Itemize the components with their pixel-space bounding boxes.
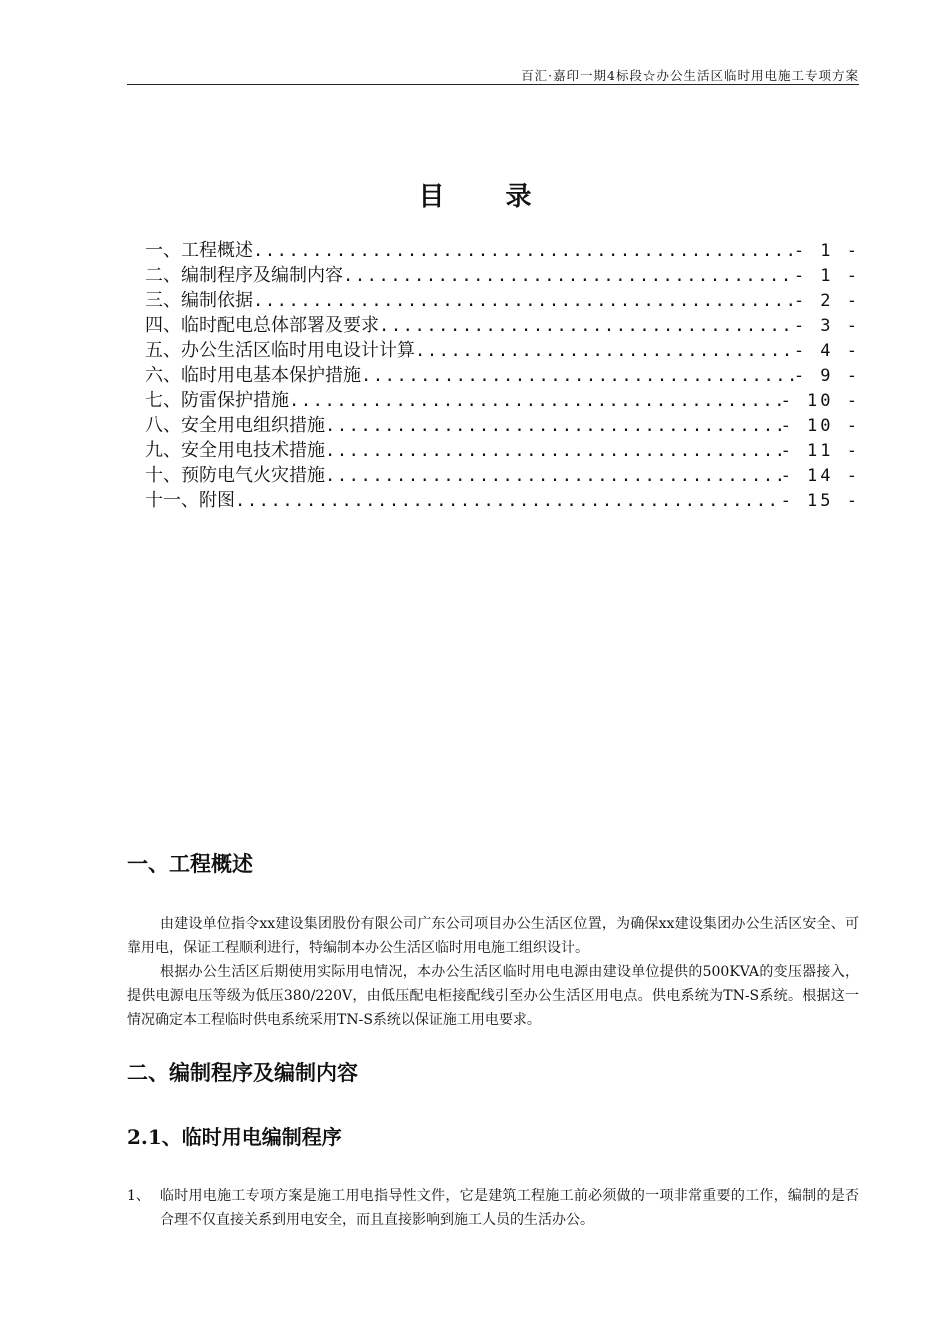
toc-entry-label: 四、临时配电总体部署及要求 <box>145 315 379 336</box>
toc-entry-page: - 1 - <box>793 241 860 261</box>
toc-leader-dots <box>253 289 794 314</box>
toc-entry-page: - 14 - <box>780 466 860 486</box>
toc-leader-dots <box>343 264 794 289</box>
toc-entry[interactable] <box>145 413 860 438</box>
toc-entry-page: - 4 - <box>793 341 860 361</box>
toc-leader-dots <box>235 489 781 514</box>
toc-entry-page: - 2 - <box>793 291 860 311</box>
toc-leader-dots <box>361 364 794 389</box>
toc-leader-dots <box>379 314 794 339</box>
toc-leader-dots <box>415 339 794 364</box>
toc-leader-dots <box>325 414 781 439</box>
toc-entry-page: - 1 - <box>793 266 860 286</box>
toc-entry-label: 七、防雷保护措施 <box>145 390 289 411</box>
toc-entry[interactable] <box>145 388 860 413</box>
toc-entry-label: 三、编制依据 <box>145 290 253 311</box>
toc-leader-dots <box>325 464 781 489</box>
toc-entry-label: 十一、附图 <box>145 490 235 511</box>
toc-entry[interactable] <box>145 488 860 513</box>
toc-entry-label: 九、安全用电技术措施 <box>145 440 325 461</box>
toc-entry-page: - 10 - <box>780 391 860 411</box>
toc-entry-label: 二、编制程序及编制内容 <box>145 265 343 286</box>
toc-entry[interactable] <box>145 463 860 488</box>
toc-entry[interactable] <box>145 363 860 388</box>
toc-entry-label: 六、临时用电基本保护措施 <box>145 365 361 386</box>
section-heading: 二、编制程序及编制内容 <box>127 1060 358 1085</box>
toc-entry-label: 一、工程概述 <box>145 240 253 261</box>
toc-entry[interactable] <box>145 238 860 263</box>
toc-entry-page: - 11 - <box>780 441 860 461</box>
toc-entry[interactable] <box>145 288 860 313</box>
toc-entry-page: - 3 - <box>793 316 860 336</box>
section-heading: 一、工程概述 <box>127 851 253 876</box>
body-paragraph: 根据办公生活区后期使用实际用电情况，本办公生活区临时用电电源由建设单位提供的500KVA的变压器接入，提供电源电压等级为低压380/220V，由低压配电柜接配线引至办公生活区用电点。供电系统为TN-S系统。根据这一情况确定本工程临时供电系统采用TN-S系统以保证施工用电要求。 <box>127 964 859 1028</box>
header-title: 百汇·嘉印一期4标段☆办公生活区临时用电施工专项方案 <box>521 68 859 83</box>
toc-leader-dots <box>253 239 794 264</box>
toc-entry-label: 八、安全用电组织措施 <box>145 415 325 436</box>
list-item-number: 1、 <box>127 1188 150 1204</box>
toc-leader-dots <box>325 439 781 464</box>
toc-entry[interactable] <box>145 438 860 463</box>
page-header <box>127 64 859 85</box>
toc-entry-label: 十、预防电气火灾措施 <box>145 465 325 486</box>
toc-entry[interactable] <box>145 313 860 338</box>
list-item <box>127 1184 859 1232</box>
toc-entry[interactable] <box>145 263 860 288</box>
toc-entry-page: - 9 - <box>793 366 860 386</box>
subsection-heading: 2.1、临时用电编制程序 <box>127 1125 342 1149</box>
table-of-contents <box>145 238 860 513</box>
toc-entry-label: 五、办公生活区临时用电设计计算 <box>145 340 415 361</box>
toc-entry[interactable] <box>145 338 860 363</box>
toc-entry-page: - 10 - <box>780 416 860 436</box>
body-paragraph: 由建设单位指令xx建设集团股份有限公司广东公司项目办公生活区位置，为确保xx建设集团办公生活区安全、可靠用电，保证工程顺利进行，特编制本办公生活区临时用电施工组织设计。 <box>127 916 859 956</box>
toc-title: 目 录 <box>418 182 558 212</box>
list-item-text: 临时用电施工专项方案是施工用电指导性文件，它是建筑工程施工前必须做的一项非常重要的工作，编制的是否合理不仅直接关系到用电安全，而且直接影响到施工人员的生活办公。 <box>160 1188 859 1228</box>
toc-leader-dots <box>289 389 781 414</box>
toc-entry-page: - 15 - <box>780 491 860 511</box>
